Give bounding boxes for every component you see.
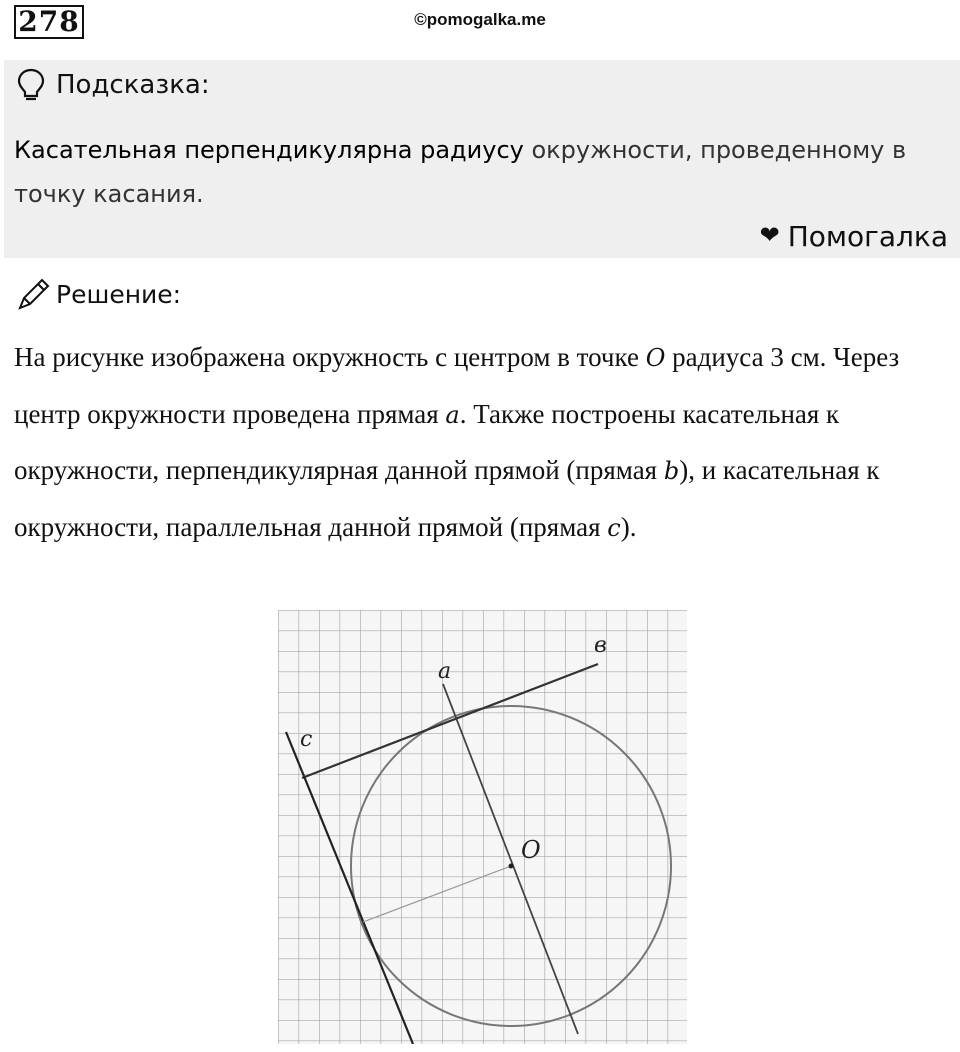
hint-text-rest: окружности, проведенному в точку касания. — [14, 136, 907, 208]
label-b: в — [594, 633, 607, 658]
line-a-var: a — [445, 400, 460, 429]
brand-label — [760, 220, 948, 253]
lightbulb-icon — [16, 68, 46, 102]
heart-icon: ❤ — [759, 221, 780, 249]
label-a: a — [438, 659, 452, 684]
line-b-var: b — [663, 457, 680, 485]
solution-part-2: радиуса 3 см. Через центр окружности проведена прямая — [14, 342, 900, 429]
solution-part-1: На рисунке изображена окружность с центром в точке — [14, 342, 646, 372]
solution-text — [14, 330, 954, 556]
solution-part-3: . Также построены касательная к окружности, перпендикулярная данной прямой (прямая — [14, 398, 840, 485]
hint-text-bold: Касательная перпендикулярна радиусу — [14, 136, 524, 164]
task-number: 278 — [14, 5, 84, 39]
hint-text — [14, 128, 949, 216]
center-var: O — [645, 344, 666, 372]
label-c: c — [300, 727, 313, 752]
center-point — [509, 864, 514, 869]
geometry-figure — [278, 610, 687, 1044]
site-name: ©pomogalka.me — [414, 10, 546, 29]
pencil-icon — [16, 276, 52, 312]
hint-title: Подсказка: — [56, 70, 210, 100]
brand-name: Помогалка — [787, 220, 948, 253]
solution-part-5: ). — [620, 511, 637, 542]
solution-title: Решение: — [56, 280, 182, 309]
solution-part-4: ), и касательная к окружности, параллельная данной прямой (прямая — [14, 455, 880, 542]
line-c-var: c — [607, 513, 621, 542]
label-o: O — [521, 836, 541, 864]
